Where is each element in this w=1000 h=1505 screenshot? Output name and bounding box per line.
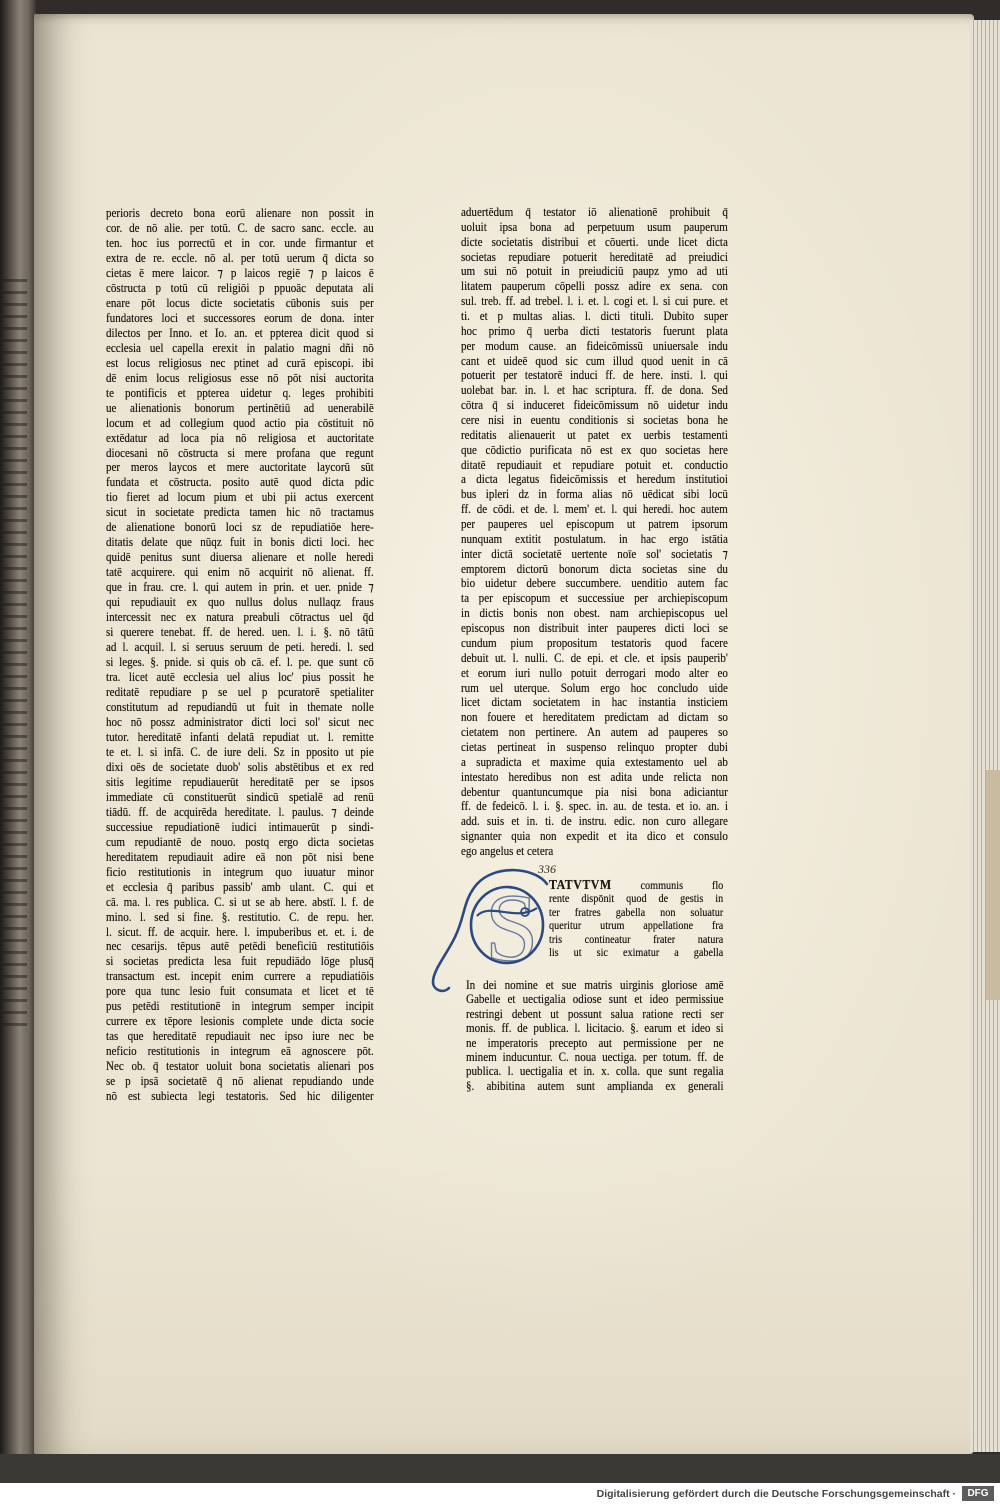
- text-line: ad l. acquil. l. si seruus seruum de peti. heredi. l. sed: [106, 639, 374, 655]
- text-line: cor. de nō alie. per totū. C. de sacro sanc. eccle. au: [106, 219, 374, 235]
- text-line: si querere tenebat. ff. de hered. uen. l. i. §. nō tātū: [106, 624, 374, 640]
- text-line: ten. hoc ius porrectū et in cor. unde firmantur et: [106, 234, 374, 250]
- text-line: se p ipsā societatē q̄ nō alienat repudiando unde: [106, 1073, 374, 1089]
- text-line: hoc primo q̄ uerba dicti testatoris fuerunt plata: [461, 323, 728, 338]
- text-line: in dictis bonis non obest. nam archiepiscopus uel: [461, 606, 728, 621]
- text-line: a supradicta et maxime quia extestamento uel ab: [461, 754, 728, 769]
- text-line: potuerit per testatorē induci ff. de here. insti. l. qui: [461, 368, 728, 383]
- text-line: minem inducuntur. C. noua uectiga. per totum. ff. de: [466, 1049, 724, 1064]
- text-line: cietatem non pertinere. An autem ad pauperes so: [461, 725, 728, 740]
- text-line: cōstructa p totū cū religiōi p ppuoāc deputata ali: [106, 279, 374, 295]
- text-line: sitis legitime repudiauerūt hereditatē per se ipsos: [106, 773, 374, 789]
- text-line: rum uel uterque. Solum ergo hoc concludo uide: [461, 680, 728, 695]
- text-line: te et. l. si infā. C. de iure deli. Sz in pposito ut pie: [106, 743, 374, 759]
- text-line: cundum pium propositum testatoris quod facere: [461, 635, 728, 650]
- text-line: um sui nō potuit in preiudiciū paupz ymo ad uti: [461, 264, 728, 279]
- text-line: cietas ē mere laicor. ⁊ p laicos regiē ⁊ p laicos ē: [106, 264, 374, 280]
- text-line: cietas pertineat in suspenso relinquo propter dubi: [461, 739, 728, 754]
- text-line: debuit ut. l. nulli. C. de epi. et cle. et ipsis pauperib': [461, 650, 728, 665]
- rubric-block: [549, 878, 723, 960]
- text-line: dē enim locus religiosus esse nō pōt nisi auctorita: [106, 369, 374, 385]
- text-line: tiādū. ff. de acquirēda hereditate. l. paulus. ⁊ deinde: [106, 803, 374, 819]
- decorated-initial-s: [425, 862, 565, 997]
- text-line: Nec ob. q̄ testator uoluit bona societatis alienari pos: [106, 1058, 374, 1074]
- text-line: currere ex tēpore lesionis complete unde dicta socie: [106, 1013, 374, 1029]
- text-line: pus petēdi restitutionē in integrum semper incipit: [106, 998, 374, 1014]
- text-line: perioris decreto bona eorū alienare non possit in: [106, 205, 374, 220]
- text-line: §. abibitina autem sunt amplianda ex generali: [466, 1078, 724, 1093]
- text-line: si leges. §. pnide. si quis ob cā. ef. l. pe. que sunt cō: [106, 654, 374, 670]
- adjacent-page-edge: [0, 0, 36, 1483]
- text-line: nunquam extitit postulatum. in hac ergo istātia: [461, 531, 728, 546]
- text-line: et ecclesia q̄ paribus passib' amb ulant. C. qui et: [106, 878, 374, 894]
- text-line: licet dictam societatem in hac instantia insticiem: [461, 695, 728, 710]
- text-line: bus ipleri dz in forma alias nō uēdicat sibi locū: [461, 487, 728, 502]
- text-line: dicte societatis distribui et cōuerti. unde licet dicta: [461, 234, 728, 249]
- text-line: cōtra q̄ si induceret fideicōmissum nō uidetur indu: [461, 398, 728, 413]
- left-text-column: [106, 205, 374, 1103]
- text-line: lis ut sic eximatur a gabella: [549, 946, 724, 960]
- text-line: de alienatione bonorū loci sz de repudiatiōe here-: [106, 519, 374, 535]
- text-line: sicut in societate predicta tamen hic nō tractamus: [106, 504, 374, 520]
- text-line: dilectos per Inno. et Io. an. et ppterea dicit quod si: [106, 324, 374, 340]
- text-line: cant et uideē quod sic cum illud quod uenit in cā: [461, 353, 728, 368]
- text-line: ditatis delate que nūqz fuit in bonis dicti loci. hec: [106, 534, 374, 550]
- text-line: emptorem dictorū bonorum dicta societas sine du: [461, 561, 728, 576]
- text-line: per modum cause. an fideicōmissū uniuersale indu: [461, 338, 728, 353]
- text-line: bio uidetur debere succumbere. uenditio autem fac: [461, 576, 728, 591]
- text-line: ff. de fedeicō. l. i. §. spec. in. au. de testa. et io. an. i: [461, 799, 728, 814]
- text-line: litatem pauperum cōpelli possz adire ex sena. con: [461, 279, 728, 294]
- text-line: locum et ad collegium quod actio pia cōstituit nō: [106, 414, 374, 430]
- text-line: cere nisi in euentu conditionis si societas bona he: [461, 413, 728, 428]
- text-line: si societas predicta lesa fuit repudiādo lōge plusq̄: [106, 953, 374, 969]
- text-line: que cōdictio purificata nō est ex quo societas here: [461, 442, 728, 457]
- text-line: uoluit ipsa bona ad perpetuum usum pauperum: [461, 219, 728, 234]
- adjacent-page-text-fragments: [3, 270, 27, 1030]
- text-line: diocesani nō cōstructa si mere profana que regunt: [106, 444, 374, 460]
- text-line: que in frau. cre. l. qui autem in prin. et uer. pnide ⁊: [106, 579, 374, 595]
- text-line: add. suis et in. ti. de instru. edic. non curo allegare: [461, 814, 728, 829]
- text-line: quidē penitus sunt diuersa alienare et nolle heredi: [106, 549, 374, 565]
- text-line: rente dispōnit quod de gestis in: [549, 892, 724, 905]
- rubric-first-line: [549, 878, 723, 892]
- text-line: monis. ff. de publica. l. licitacio. §. earum et ideo si: [466, 1021, 724, 1036]
- text-line: ff. de cōdi. et de. l. mem' et. l. qui heredi. hoc autem: [461, 502, 728, 517]
- text-line: fundatores loci et successores eorum de dona. inter: [106, 309, 374, 325]
- text-line: signanter quia non expedit et ita dico et consulo: [461, 829, 728, 844]
- text-line: mino. l. sed si fine. §. restitutio. C. de repu. her.: [106, 908, 374, 924]
- text-line: publica. l. uectigalia et in. x. colla. que sunt regalia: [466, 1064, 724, 1079]
- new-section-text: [466, 978, 724, 1093]
- text-line: dixi oēs de societate duob' solis abstētibus et ex red: [106, 758, 374, 774]
- text-line: successiue repudiationē iudici intimauerūt p sindi-: [106, 818, 374, 834]
- rubric-heading: TATVTVM: [549, 878, 612, 892]
- text-line: In dei nomine et sue matris uirginis gloriose amē: [466, 978, 724, 992]
- text-line: tra. licet autē ecclesia uel alius loc' pius possit he: [106, 669, 374, 684]
- text-line: queritur utrum appellatione fra: [549, 919, 724, 933]
- text-line: l. sicut. ff. de acquir. here. l. impuberibus et. et. i. de: [106, 923, 374, 939]
- text-line: per meros laycos et mere auctoritate laycorū sūt: [106, 459, 374, 475]
- text-line: extēdatur ad loca pia nō religiosa et auctoritate: [106, 429, 374, 445]
- text-line: non fouere et hereditatem predictam ad dictam so: [461, 710, 728, 725]
- text-line: hoc nō possz administrator dicti loci sol' sicut nec: [106, 713, 374, 729]
- page-edges-stack: [970, 20, 1000, 1452]
- text-line: et eorum iuri nullo potuit derrogari modo alter eo: [461, 665, 728, 680]
- text-line: transactum est. incepit enim currere a repudiatiōis: [106, 968, 374, 984]
- text-line: ta per episcopum et successiue per archiepiscopum: [461, 591, 728, 606]
- text-line: reditatē repudiare p se uel p pcuratorē spetialiter: [106, 684, 374, 699]
- text-line: societas repudiare potuerit hereditatē ad preiudici: [461, 249, 728, 264]
- text-line: nec cesarijs. tēpus autē petēdi beneficiū restitutiōis: [106, 938, 374, 954]
- text-line: per pauperes uel episcopum ut patrem ipsorum: [461, 517, 728, 532]
- text-line: ditatē repudiauit et repudiare potuit et. conductio: [461, 457, 728, 472]
- text-line: reditatis alienauerit ut patet ex uerbis testamenti: [461, 427, 728, 442]
- text-line: ficio restitutionis in integrum quo iuuatur minor: [106, 863, 374, 879]
- text-line: tatē acquirere. qui enim nō acquirit nō alienat. ff.: [106, 564, 374, 580]
- text-line: est locus religiosus nec ptinet ad curā episcopi. ibi: [106, 354, 374, 370]
- text-line: ue alienationis bonorum pertinētiū ad uenerabilē: [106, 399, 374, 415]
- bottom-shadow: [0, 1454, 1000, 1483]
- rubric-lines: [549, 892, 723, 960]
- dfg-logo: DFG: [962, 1486, 994, 1501]
- text-line: hereditatem repudiauit adire eā non pōt nisi bene: [106, 848, 374, 864]
- text-line: ne imperatoris precepto aut permissione per ne: [466, 1035, 724, 1050]
- text-line: ti. et p multas alias. l. dicti tituli. Dubito super: [461, 309, 728, 324]
- footer-bar: [0, 1483, 1000, 1505]
- text-line: ecclesia uel capella erexit in palatio magni dñi nō: [106, 339, 374, 355]
- text-line: uolebat bar. in. l. et hac scriptura. ff. de dona. Sed: [461, 383, 728, 398]
- text-line: tris contineatur frater natura: [549, 932, 724, 946]
- text-line: cum repudiantē de nouo. postq ergo dicta societas: [106, 833, 374, 849]
- text-line: tas que hereditatē repudiauit nec ipso iure nec be: [106, 1028, 374, 1044]
- text-line: inter dictā societatē uertente noīe sol' societatis ⁊: [461, 546, 728, 561]
- funding-credit: Digitalisierung gefördert durch die Deutsche Forschungsgemeinschaft ·: [596, 1488, 956, 1500]
- text-line: a dicta legatus fideicōmissis et heredum institutioi: [461, 472, 728, 487]
- text-line: intestato heredibus non est adita unde relicta non: [461, 769, 728, 784]
- rubric-first-line-rest: communis flo: [640, 878, 724, 892]
- text-line: cā. ma. l. res publica. C. si ut se ab here. abstī. l. f. de: [106, 893, 374, 909]
- text-line: pore qua tunc lesio fuit consumata et licet et tē: [106, 983, 374, 999]
- right-text-column: [461, 205, 728, 859]
- text-line: Gabelle et uectigalia odiose sunt et ideo permissiue: [466, 992, 724, 1007]
- text-line: qui repudiauit ex quo nullus dolus nullaqz fraus: [106, 594, 374, 610]
- text-line: intercessit nec ex natura preabuli cōtractus uel q̄d: [106, 609, 374, 625]
- text-line: aduertēdum q̄ testator iō alienationē prohibuit q̄: [461, 205, 728, 219]
- text-line: ter fratres gabella non soluatur: [549, 905, 724, 919]
- text-line: ego angelus et cetera: [461, 843, 554, 858]
- text-line: restringi debent ut possunt salua ratione recti ser: [466, 1006, 724, 1021]
- marginal-number: 336: [538, 862, 556, 876]
- initial-letter: S: [485, 874, 539, 981]
- text-line: tio fieret ad locum pium et ubi pii actus exercent: [106, 489, 374, 505]
- text-line: enare pōt locus dicte societatis cūbonis suis per: [106, 294, 374, 310]
- text-line: immediate cū constituerūt sindicū spetialē ad renū: [106, 788, 374, 804]
- text-line: te pontificis et ppterea uidetur q. leges prohibiti: [106, 384, 374, 400]
- text-line: sul. treb. ff. ad trebel. l. i. et. l. cogi et. l. si cui pure. et: [461, 294, 728, 309]
- text-line: tutor. hereditatē infanti delatā repudiat ut. l. remitte: [106, 728, 374, 744]
- page-edge-tab: [986, 770, 1000, 1000]
- text-line: extra de re. eccle. nō al. per totū uerum q̄ dicta so: [106, 249, 374, 265]
- text-line: nō est subiecta legi testatoris. Sed hic diligenter: [106, 1088, 374, 1104]
- text-line: neficio restitutionis in integrum eā agnoscere pōt.: [106, 1043, 374, 1059]
- text-line: episcopus non distribuit inter pauperes dicti loci se: [461, 621, 728, 636]
- text-line: debentur quantuncumque pia nisi bona adiciantur: [461, 784, 728, 799]
- text-line: constitutum ad repudiandū ut fuit in themate nolle: [106, 698, 374, 714]
- text-line: fundata et cōstructa. posito autē quod dicta pdic: [106, 474, 374, 490]
